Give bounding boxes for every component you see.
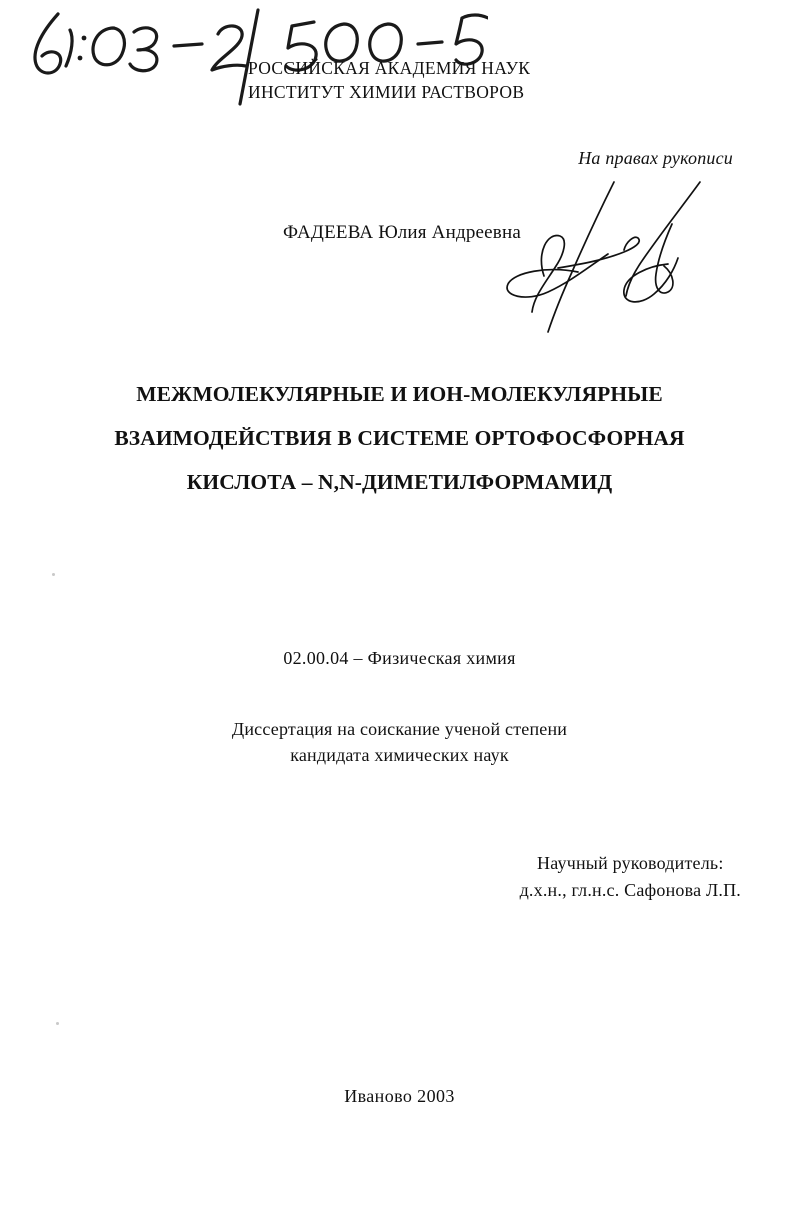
specialty-code: 02.00.04 – Физическая химия	[283, 648, 516, 668]
institution-line-1: РОССИЙСКАЯ АКАДЕМИЯ НАУК	[248, 58, 531, 78]
degree-statement	[0, 716, 799, 768]
supervisor-label: Научный руководитель:	[537, 853, 724, 873]
institution-line-2: ИНСТИТУТ ХИМИИ РАСТВОРОВ	[248, 82, 525, 102]
title-line-1: МЕЖМОЛЕКУЛЯРНЫЕ И ИОН-МОЛЕКУЛЯРНЫЕ	[136, 382, 663, 406]
scan-speck	[56, 1022, 59, 1025]
place-and-year: Иваново 2003	[344, 1086, 455, 1106]
title-line-2: ВЗАИМОДЕЙСТВИЯ В СИСТЕМЕ ОРТОФОСФОРНАЯ	[114, 426, 685, 450]
author-name: ФАДЕЕВА Юлия Андреевна	[283, 222, 521, 243]
degree-line-2: кандидата химических наук	[290, 745, 509, 765]
scan-speck	[52, 573, 55, 576]
signature-mark	[486, 180, 726, 335]
supervisor-block	[520, 850, 741, 904]
manuscript-note: На правах рукописи	[578, 148, 733, 168]
page-title	[0, 372, 799, 504]
institution-header	[248, 56, 530, 104]
supervisor-name: д.х.н., гл.н.с. Сафонова Л.П.	[519, 880, 741, 900]
title-line-3: КИСЛОТА – N,N-ДИМЕТИЛФОРМАМИД	[186, 470, 613, 494]
degree-line-1: Диссертация на соискание ученой степени	[231, 719, 568, 739]
